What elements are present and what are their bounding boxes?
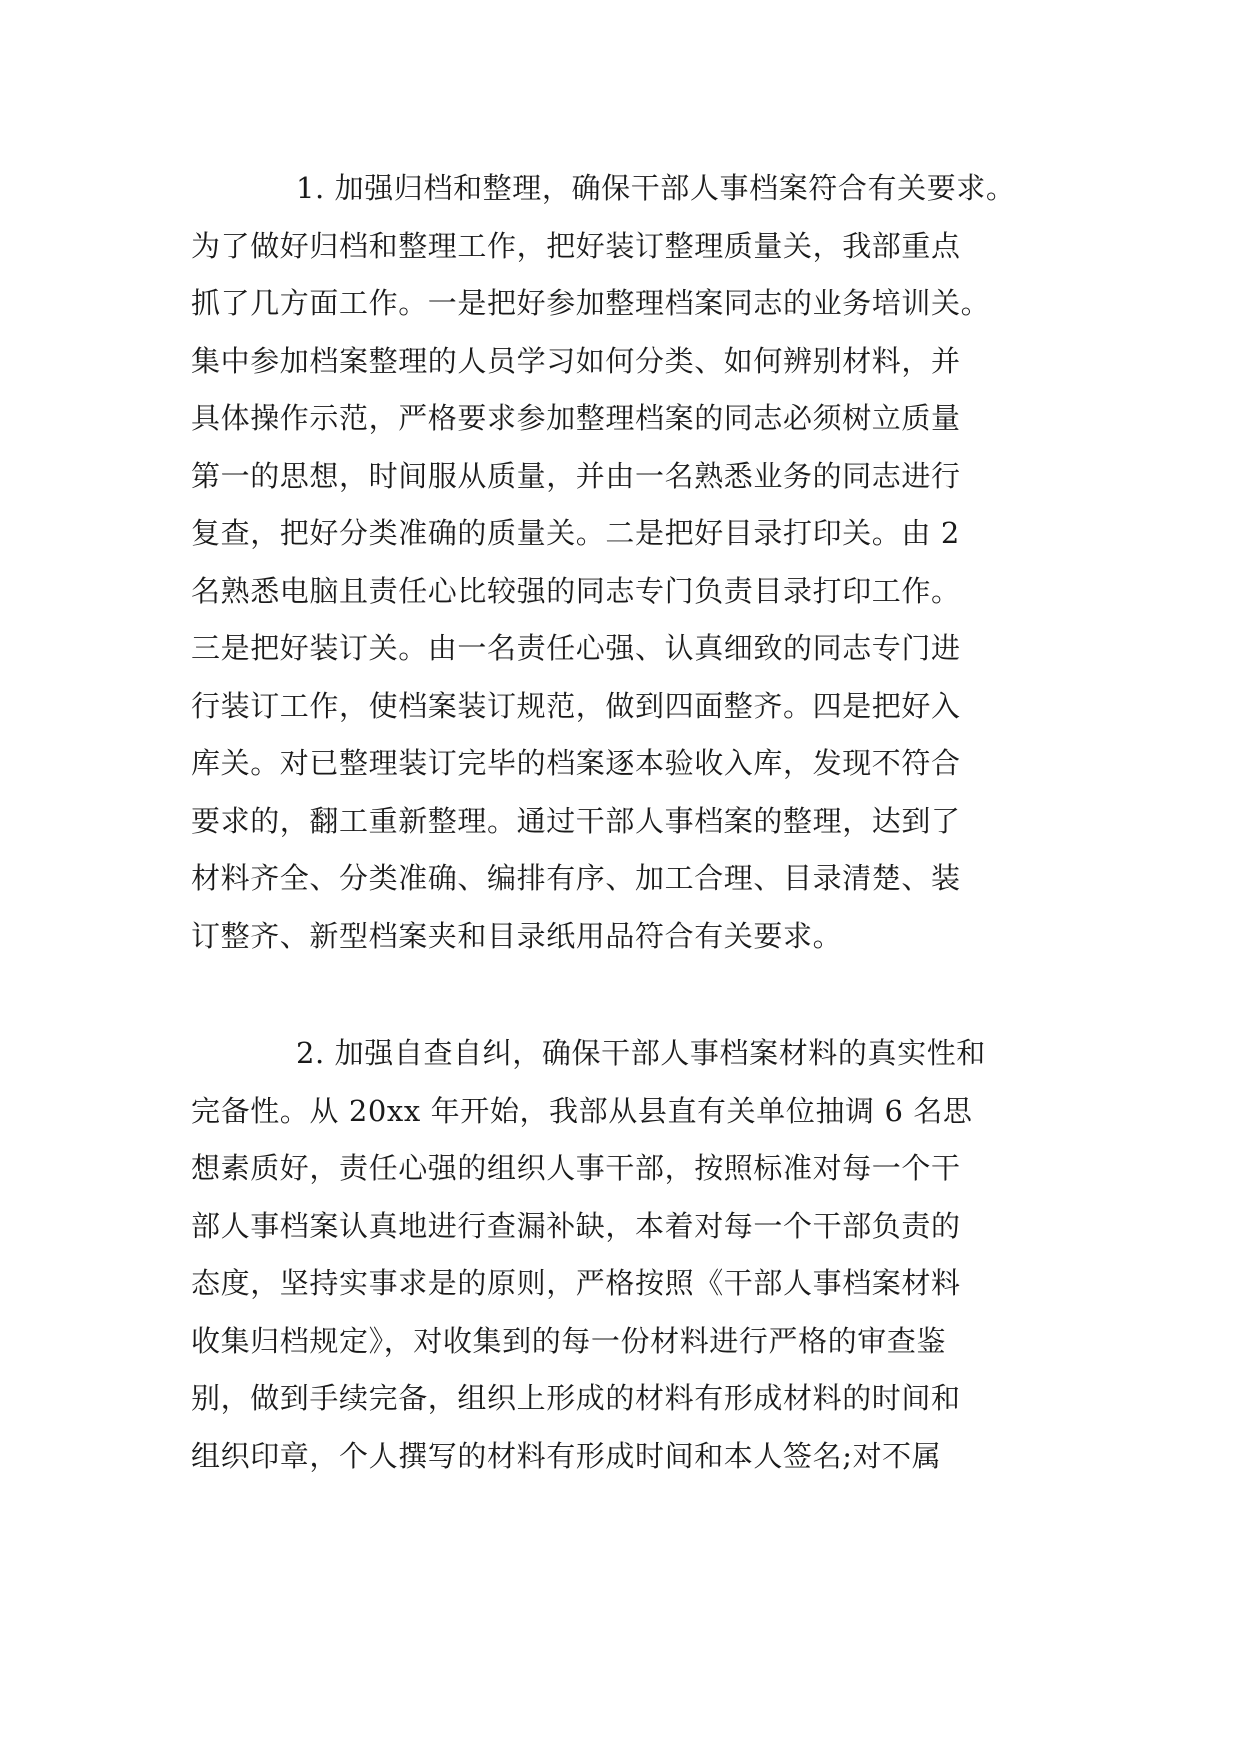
paragraph-line: 2. 加强自查自纠，确保干部人事档案材料的真实性和 [296, 1036, 986, 1070]
paragraph-self-inspection [191, 1025, 1091, 1485]
paragraph-line: 名熟悉电脑且责任心比较强的同志专门负责目录打印工作。 [191, 573, 961, 608]
paragraph-line: 复查，把好分类准确的质量关。二是把好目录打印关。由 2 [191, 516, 960, 550]
paragraph-line: 库关。对已整理装订完毕的档案逐本验收入库，发现不符合 [191, 746, 961, 780]
paragraph-archiving-and-sorting [191, 160, 1091, 965]
paragraph-line: 订整齐、新型档案夹和目录纸用品符合有关要求。 [191, 918, 843, 953]
paragraph-line: 抓了几方面工作。一是把好参加整理档案同志的业务培训关。 [191, 286, 991, 320]
paragraph-line: 1. 加强归档和整理，确保干部人事档案符合有关要求。 [296, 171, 1016, 205]
paragraph-line: 态度，坚持实事求是的原则，严格按照《干部人事档案材料 [191, 1266, 961, 1300]
paragraph-line: 组织印章，个人撰写的材料有形成时间和本人签名;对不属 [191, 1438, 942, 1473]
paragraph-line: 部人事档案认真地进行查漏补缺，本着对每一个干部负责的 [191, 1208, 961, 1243]
paragraph-line: 想素质好，责任心强的组织人事干部，按照标准对每一个干 [191, 1151, 961, 1185]
paragraph-line: 完备性。从 20xx 年开始，我部从县直有关单位抽调 6 名思 [191, 1093, 973, 1128]
paragraph-line: 第一的思想，时间服从质量，并由一名熟悉业务的同志进行 [191, 458, 961, 493]
paragraph-line: 别，做到手续完备，组织上形成的材料有形成材料的时间和 [191, 1381, 961, 1415]
paragraph-line: 材料齐全、分类准确、编排有序、加工合理、目录清楚、装 [191, 861, 961, 895]
paragraph-line: 行装订工作，使档案装订规范，做到四面整齐。四是把好入 [191, 688, 961, 723]
paragraph-line: 三是把好装订关。由一名责任心强、认真细致的同志专门进 [191, 631, 961, 665]
paragraph-line: 要求的，翻工重新整理。通过干部人事档案的整理，达到了 [191, 803, 961, 838]
paragraph-line: 收集归档规定》，对收集到的每一份材料进行严格的审查鉴 [191, 1323, 947, 1358]
paragraph-line: 为了做好归档和整理工作，把好装订整理质量关，我部重点 [191, 228, 961, 263]
paragraph-line: 集中参加档案整理的人员学习如何分类、如何辨别材料，并 [191, 343, 961, 378]
paragraph-line: 具体操作示范，严格要求参加整理档案的同志必须树立质量 [191, 401, 961, 435]
